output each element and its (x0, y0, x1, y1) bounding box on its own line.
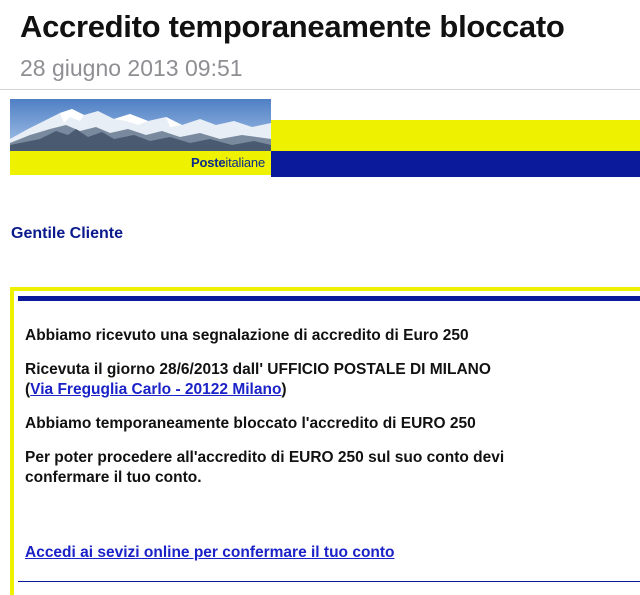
office-address-link[interactable]: Via Freguglia Carlo - 20122 Milano (30, 381, 282, 398)
email-date: 28 giugno 2013 09:51 (20, 55, 243, 81)
online-services-link[interactable]: Accedi ai sevizi online per confermare il tuo conto (25, 544, 395, 561)
banner-yellow-bar (271, 120, 640, 151)
logo-strip (10, 151, 271, 175)
paragraph-confirm-line1: Per poter procedere all'accredito di EURO 250 sul suo conto devi (25, 449, 505, 466)
banner-blue-bar (271, 151, 640, 177)
paragraph-office (25, 360, 636, 400)
paragraph-confirm-line2: confermare il tuo conto. (25, 469, 202, 486)
paragraph-confirm (25, 448, 636, 488)
message-box (10, 287, 640, 595)
mountain-photo (10, 99, 271, 151)
greeting: Gentile Cliente (11, 225, 124, 242)
box-bottom-rule (18, 581, 640, 582)
message-body (25, 326, 636, 502)
paragraph-office-line: Ricevuta il giorno 28/6/2013 dall' UFFICIO POSTALE DI MILANO (25, 361, 491, 378)
header-divider (0, 89, 640, 90)
poste-banner (10, 99, 640, 179)
paren-close: ) (281, 381, 287, 398)
poste-italiane-logo: Posteitaliane (190, 155, 265, 170)
email-subject: Accredito temporaneamente bloccato (20, 9, 565, 44)
box-top-rule (18, 296, 640, 301)
paren-open: ( (25, 381, 31, 398)
paragraph-received: Abbiamo ricevuto una segnalazione di accredito di Euro 250 (25, 327, 469, 344)
paragraph-blocked: Abbiamo temporaneamente bloccato l'accredito di EURO 250 (25, 415, 476, 432)
